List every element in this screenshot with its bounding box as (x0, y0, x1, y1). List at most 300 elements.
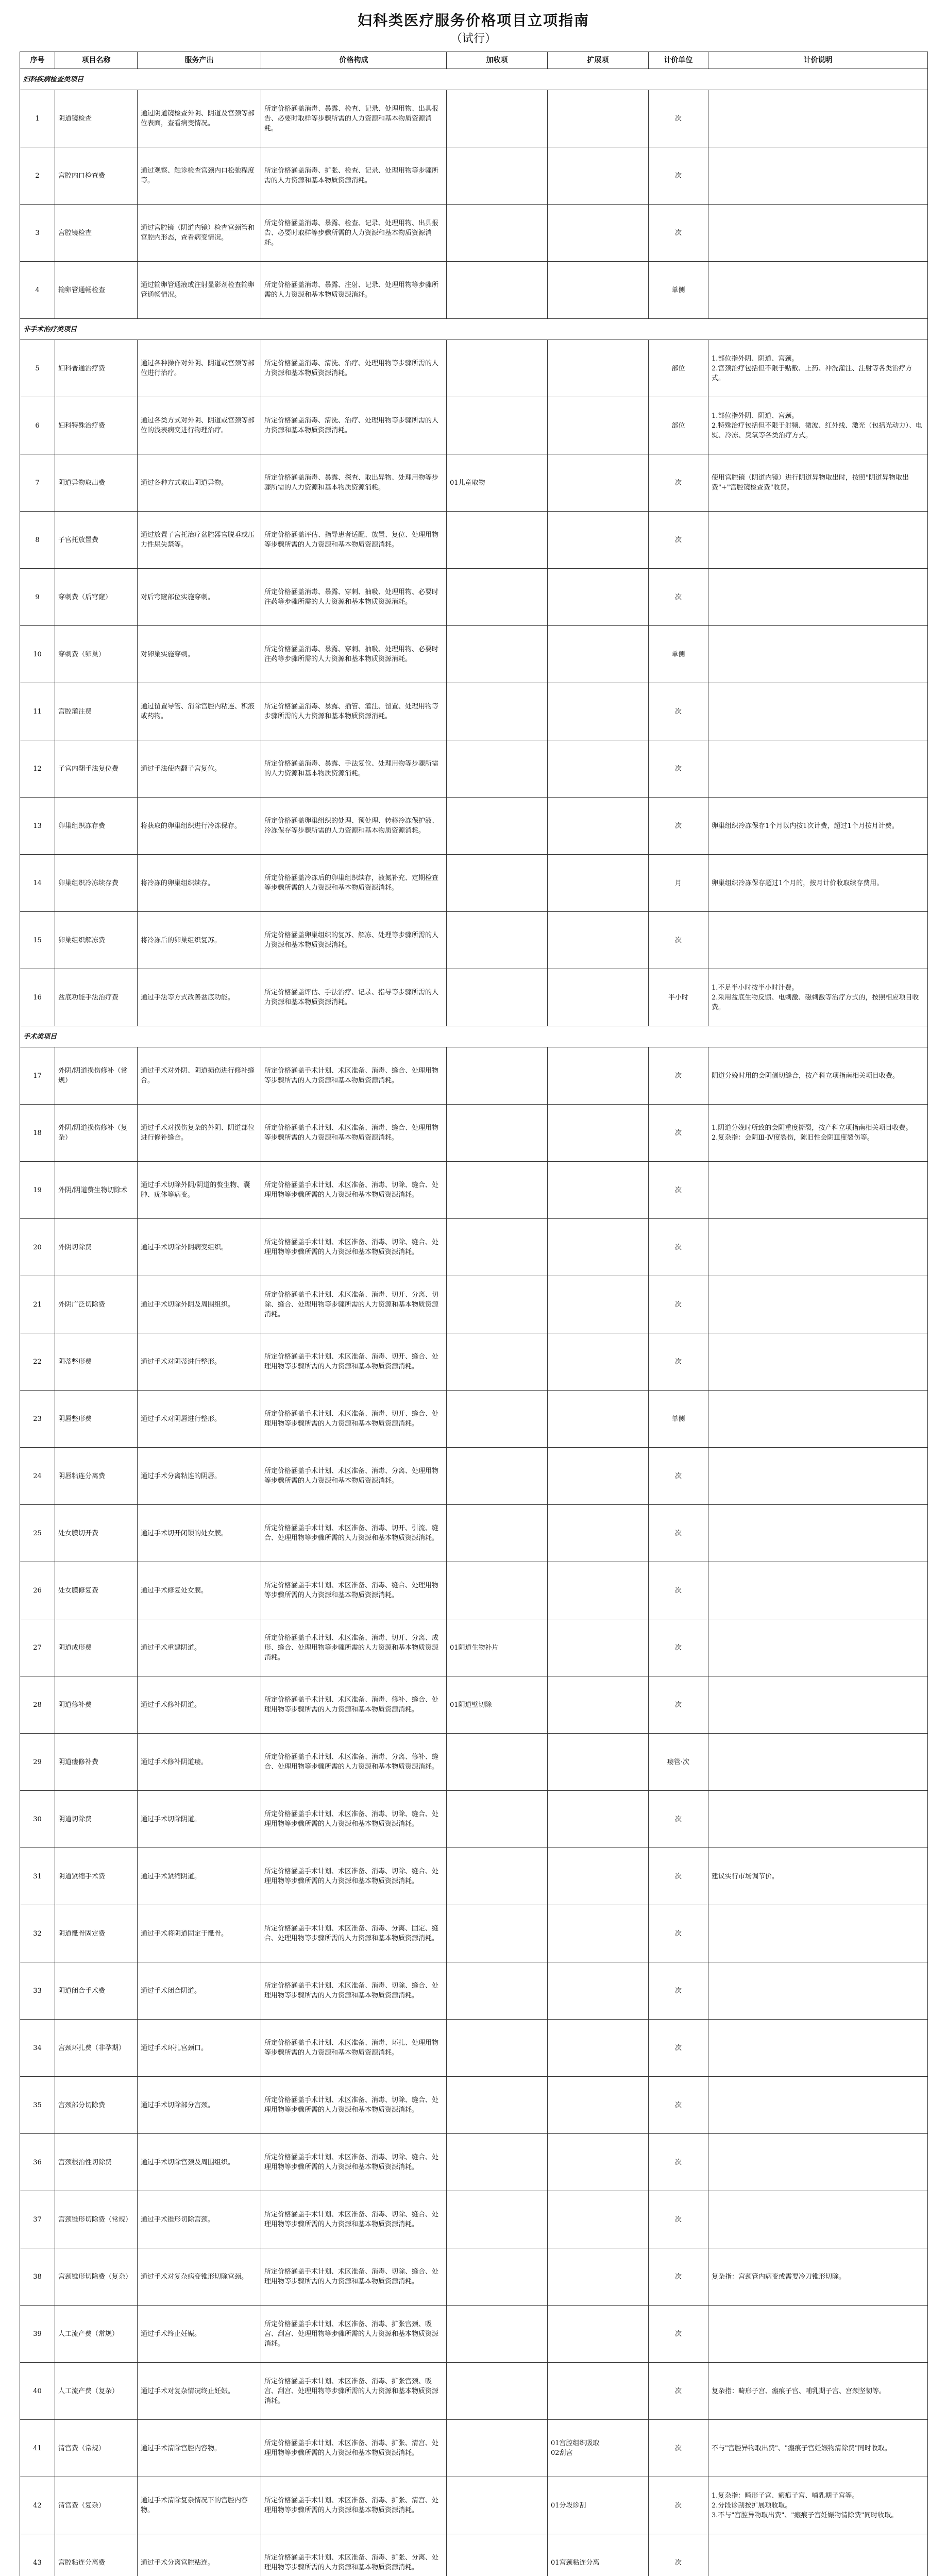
section-row (20, 319, 928, 340)
cell-extension (548, 569, 649, 626)
cell-unit: 次 (649, 205, 708, 262)
cell-name: 卵巢组织冷冻续存费 (55, 855, 138, 912)
table-row (20, 1505, 928, 1562)
cell-no: 36 (20, 2134, 55, 2191)
cell-extension (548, 512, 649, 569)
cell-unit: 单侧 (649, 626, 708, 683)
cell-no: 31 (20, 1848, 55, 1905)
table-row (20, 626, 928, 683)
cell-output: 通过手术对复杂病变锥形切除宫颈。 (138, 2248, 261, 2306)
cell-name: 外阴广泛切除费 (55, 1276, 138, 1333)
table-row (20, 855, 928, 912)
section-row (20, 1026, 928, 1047)
cell-extension (548, 2306, 649, 2363)
cell-price: 所定价格涵盖冷冻后的卵巢组织续存，液氮补充、定期检查等步骤所需的人力资源和基本物质资源消耗。 (261, 855, 447, 912)
cell-note (708, 1905, 928, 1962)
table-row (20, 2248, 928, 2306)
cell-note: 建议实行市场调节价。 (708, 1848, 928, 1905)
cell-price: 所定价格涵盖手术计划、术区准备、消毒、扩张宫颈、吸宫、刮宫、处理用物等步骤所需的人力资源和基本物质资源消耗。 (261, 2363, 447, 2420)
cell-output: 通过手术切除部分宫颈。 (138, 2077, 261, 2134)
cell-note: 卵巢组织冷冻保存超过1个月的，按月计价收取续存费用。 (708, 855, 928, 912)
table-header-row (20, 52, 928, 69)
cell-unit: 次 (649, 1219, 708, 1276)
cell-name: 宫颈根治性切除费 (55, 2134, 138, 2191)
table-row (20, 2420, 928, 2477)
cell-price: 所定价格涵盖手术计划、术区准备、消毒、环扎、处理用物等步骤所需的人力资源和基本物质资源消耗。 (261, 2020, 447, 2077)
cell-no: 33 (20, 1962, 55, 2020)
cell-surcharge (447, 1047, 548, 1105)
cell-name: 卵巢组织冻存费 (55, 798, 138, 855)
section-label: 手术类项目 (20, 1026, 928, 1047)
table-row (20, 454, 928, 512)
cell-surcharge (447, 1505, 548, 1562)
cell-name: 处女膜切开费 (55, 1505, 138, 1562)
cell-note (708, 740, 928, 798)
table-row (20, 147, 928, 205)
cell-price: 所定价格涵盖手术计划、术区准备、消毒、切除、缝合、处理用物等步骤所需的人力资源和基本物质资源消耗。 (261, 1219, 447, 1276)
document-subtitle: （试行） (450, 32, 496, 45)
cell-extension: 01宫颈粘连分离 (548, 2534, 649, 2576)
cell-no: 1 (20, 90, 55, 147)
cell-price: 所定价格涵盖手术计划、术区准备、消毒、切除、缝合、处理用物等步骤所需的人力资源和基本物质资源消耗。 (261, 2077, 447, 2134)
cell-unit: 次 (649, 740, 708, 798)
cell-note: 1.部位指外阴、阴道、宫颈。 2.宫颈治疗包括但不限于贴敷、上药、冲洗灌注、注射等各类治疗方式。 (708, 340, 928, 397)
cell-output: 通过手术重建阴道。 (138, 1619, 261, 1676)
cell-unit: 次 (649, 1505, 708, 1562)
cell-name: 阴道切除费 (55, 1791, 138, 1848)
cell-no: 17 (20, 1047, 55, 1105)
cell-note (708, 1505, 928, 1562)
cell-surcharge (447, 2477, 548, 2534)
cell-name: 宫颈锥形切除费（常规） (55, 2191, 138, 2248)
cell-unit: 次 (649, 798, 708, 855)
cell-surcharge (447, 1276, 548, 1333)
cell-output: 将冷冻的卵巢组织续存。 (138, 855, 261, 912)
cell-price: 所定价格涵盖手术计划、术区准备、消毒、分离、修补、缝合、处理用物等步骤所需的人力资源和基本物质资源消耗。 (261, 1734, 447, 1791)
cell-price: 所定价格涵盖消毒、暴露、检查、记录、处理用物、出具报告、必要时取样等步骤所需的人力资源和基本物质资源消耗。 (261, 205, 447, 262)
header-output: 服务产出 (138, 52, 261, 69)
cell-extension (548, 1105, 649, 1162)
table-row (20, 1791, 928, 1848)
cell-surcharge (447, 2248, 548, 2306)
cell-output: 通过手法使内翻子宫复位。 (138, 740, 261, 798)
table-row (20, 969, 928, 1026)
cell-surcharge (447, 1448, 548, 1505)
cell-extension (548, 147, 649, 205)
cell-no: 5 (20, 340, 55, 397)
cell-unit: 部位 (649, 397, 708, 454)
cell-price: 所定价格涵盖手术计划、术区准备、消毒、切除、缝合、处理用物等步骤所需的人力资源和基本物质资源消耗。 (261, 2191, 447, 2248)
cell-price: 所定价格涵盖消毒、清洗、治疗、处理用物等步骤所需的人力资源和基本物质资源消耗。 (261, 397, 447, 454)
cell-name: 清宫费（复杂） (55, 2477, 138, 2534)
cell-unit: 次 (649, 2534, 708, 2576)
cell-unit: 次 (649, 2020, 708, 2077)
cell-name: 人工流产费（复杂） (55, 2363, 138, 2420)
section-row (20, 69, 928, 90)
cell-unit: 次 (649, 1676, 708, 1734)
cell-price: 所定价格涵盖手术计划、术区准备、消毒、切开、分离、成形、缝合、处理用物等步骤所需的人力资源和基本物质资源消耗。 (261, 1619, 447, 1676)
cell-output: 通过手术切除外阴及周围组织。 (138, 1276, 261, 1333)
cell-extension (548, 1905, 649, 1962)
cell-output: 通过留置导管、消除宫腔内粘连、积液或药物。 (138, 683, 261, 740)
header-no: 序号 (20, 52, 55, 69)
cell-output: 通过手术切除宫颈及周围组织。 (138, 2134, 261, 2191)
table-row (20, 90, 928, 147)
cell-name: 清宫费（常规） (55, 2420, 138, 2477)
cell-unit: 次 (649, 569, 708, 626)
cell-name: 宫腔灌注费 (55, 683, 138, 740)
cell-name: 子宫内翻手法复位费 (55, 740, 138, 798)
cell-unit: 次 (649, 1619, 708, 1676)
table-row (20, 1734, 928, 1791)
cell-surcharge (447, 205, 548, 262)
cell-name: 外阴切除费 (55, 1219, 138, 1276)
cell-unit: 次 (649, 2191, 708, 2248)
cell-unit: 半小时 (649, 969, 708, 1026)
cell-output: 通过手术终止妊娠。 (138, 2306, 261, 2363)
cell-note (708, 1333, 928, 1391)
cell-no: 42 (20, 2477, 55, 2534)
cell-output: 通过各类方式对外阴、阴道或宫颈等部位的浅表病变进行物理治疗。 (138, 397, 261, 454)
cell-output: 将冷冻后的卵巢组织复苏。 (138, 912, 261, 969)
cell-output: 通过手术闭合阴道。 (138, 1962, 261, 2020)
cell-price: 所定价格涵盖手术计划、术区准备、消毒、切除、缝合、处理用物等步骤所需的人力资源和基本物质资源消耗。 (261, 1162, 447, 1219)
cell-note (708, 1619, 928, 1676)
cell-surcharge: 01阴道壁切除 (447, 1676, 548, 1734)
cell-name: 宫腔内口检查费 (55, 147, 138, 205)
cell-extension: 01分段诊刮 (548, 2477, 649, 2534)
cell-unit: 次 (649, 2134, 708, 2191)
cell-name: 处女膜修复费 (55, 1562, 138, 1619)
cell-name: 宫颈环扎费（非孕期） (55, 2020, 138, 2077)
cell-output: 通过放置子宫托治疗盆腔器官脱垂或压力性尿失禁等。 (138, 512, 261, 569)
cell-note (708, 512, 928, 569)
cell-surcharge (447, 1391, 548, 1448)
cell-name: 外阴/阴道损伤修补（复杂） (55, 1105, 138, 1162)
cell-no: 30 (20, 1791, 55, 1848)
table-row (20, 512, 928, 569)
cell-note: 1.不足半小时按半小时计费。 2.采用盆底生物反馈、电刺激、磁刺激等治疗方式的，按照相应项目收费。 (708, 969, 928, 1026)
cell-no: 37 (20, 2191, 55, 2248)
cell-surcharge (447, 262, 548, 319)
cell-unit: 次 (649, 1905, 708, 1962)
cell-no: 39 (20, 2306, 55, 2363)
cell-price: 所定价格涵盖卵巢组织的复苏、解冻、处理等步骤所需的人力资源和基本物质资源消耗。 (261, 912, 447, 969)
cell-name: 阴唇整形费 (55, 1391, 138, 1448)
cell-note (708, 1219, 928, 1276)
cell-note (708, 1962, 928, 2020)
cell-name: 阴道镜检查 (55, 90, 138, 147)
cell-name: 宫腔镜检查 (55, 205, 138, 262)
cell-output: 通过手术紧缩阴道。 (138, 1848, 261, 1905)
cell-price: 所定价格涵盖手术计划、术区准备、消毒、分离、处理用物等步骤所需的人力资源和基本物质资源消耗。 (261, 1448, 447, 1505)
cell-unit: 次 (649, 1848, 708, 1905)
cell-surcharge (447, 1105, 548, 1162)
cell-name: 外阴/阴道赘生物切除术 (55, 1162, 138, 1219)
cell-name: 阴道瘘修补费 (55, 1734, 138, 1791)
cell-name: 阴道异物取出费 (55, 454, 138, 512)
cell-output: 通过手术切除外阴病变组织。 (138, 1219, 261, 1276)
cell-price: 所定价格涵盖评估、手法治疗、记录、指导等步骤所需的人力资源和基本物质资源消耗。 (261, 969, 447, 1026)
section-label: 非手术治疗类项目 (20, 319, 928, 340)
table-row (20, 1619, 928, 1676)
cell-surcharge (447, 1791, 548, 1848)
table-body (20, 69, 928, 2576)
cell-unit: 次 (649, 2363, 708, 2420)
cell-note (708, 683, 928, 740)
table-row (20, 2134, 928, 2191)
cell-extension (548, 1276, 649, 1333)
cell-surcharge (447, 2420, 548, 2477)
cell-extension (548, 2134, 649, 2191)
cell-name: 妇科普通治疗费 (55, 340, 138, 397)
cell-price: 所定价格涵盖手术计划、术区准备、消毒、修补、缝合、处理用物等步骤所需的人力资源和基本物质资源消耗。 (261, 1676, 447, 1734)
header-extension: 扩展项 (548, 52, 649, 69)
cell-output: 通过手术对损伤复杂的外阴、阴道部位进行修补缝合。 (138, 1105, 261, 1162)
table-row (20, 1162, 928, 1219)
document-title: 妇科类医疗服务价格项目立项指南 (357, 12, 589, 29)
cell-extension (548, 1848, 649, 1905)
cell-extension (548, 1791, 649, 1848)
cell-name: 宫颈部分切除费 (55, 2077, 138, 2134)
cell-no: 18 (20, 1105, 55, 1162)
table-row (20, 1391, 928, 1448)
table-row (20, 2077, 928, 2134)
cell-price: 所定价格涵盖手术计划、术区准备、消毒、扩张、清宫、处理用物等步骤所需的人力资源和基本物质资源消耗。 (261, 2477, 447, 2534)
cell-no: 43 (20, 2534, 55, 2576)
cell-note (708, 1391, 928, 1448)
table-row (20, 798, 928, 855)
cell-note (708, 205, 928, 262)
cell-note (708, 1791, 928, 1848)
cell-unit: 次 (649, 2420, 708, 2477)
cell-surcharge (447, 798, 548, 855)
cell-surcharge (447, 340, 548, 397)
cell-price: 所定价格涵盖手术计划、术区准备、消毒、缝合、处理用物等步骤所需的人力资源和基本物质资源消耗。 (261, 1105, 447, 1162)
cell-no: 24 (20, 1448, 55, 1505)
cell-price: 所定价格涵盖消毒、清洗、治疗、处理用物等步骤所需的人力资源和基本物质资源消耗。 (261, 340, 447, 397)
cell-name: 卵巢组织解冻费 (55, 912, 138, 969)
cell-name: 穿刺费（卵巢） (55, 626, 138, 683)
cell-output: 对卵巢实施穿刺。 (138, 626, 261, 683)
cell-price: 所定价格涵盖消毒、暴露、手法复位、处理用物等步骤所需的人力资源和基本物质资源消耗。 (261, 740, 447, 798)
cell-price: 所定价格涵盖评估、指导患者适配、放置、复位、处理用物等步骤所需的人力资源和基本物质资源消耗。 (261, 512, 447, 569)
cell-unit: 次 (649, 1276, 708, 1333)
cell-note (708, 1276, 928, 1333)
cell-no: 16 (20, 969, 55, 1026)
cell-note: 阴道分娩时用的会阴侧切缝合，按产科立项指南相关项目收费。 (708, 1047, 928, 1105)
table-row (20, 683, 928, 740)
table-row (20, 1105, 928, 1162)
cell-extension (548, 454, 649, 512)
cell-output: 通过手术对阴唇进行整形。 (138, 1391, 261, 1448)
cell-output: 通过手术清除复杂情况下的宫腔内容物。 (138, 2477, 261, 2534)
cell-no: 6 (20, 397, 55, 454)
cell-no: 22 (20, 1333, 55, 1391)
cell-unit: 次 (649, 1162, 708, 1219)
cell-price: 所定价格涵盖手术计划、术区准备、消毒、切开、引流、缝合、处理用物等步骤所需的人力资源和基本物质资源消耗。 (261, 1505, 447, 1562)
table-row (20, 1448, 928, 1505)
cell-extension (548, 2077, 649, 2134)
table-row (20, 1562, 928, 1619)
cell-no: 4 (20, 262, 55, 319)
cell-unit: 次 (649, 512, 708, 569)
cell-price: 所定价格涵盖消毒、暴露、穿刺、抽吸、处理用物、必要时注药等步骤所需的人力资源和基本物质资源消耗。 (261, 569, 447, 626)
table-row (20, 1333, 928, 1391)
cell-name: 阴道修补费 (55, 1676, 138, 1734)
cell-surcharge (447, 397, 548, 454)
cell-no: 23 (20, 1391, 55, 1448)
cell-name: 阴道骶骨固定费 (55, 1905, 138, 1962)
cell-output: 对后穹窿部位实施穿刺。 (138, 569, 261, 626)
cell-note: 复杂指：宫颈管内病变或需要冷刀锥形切除。 (708, 2248, 928, 2306)
cell-unit: 月 (649, 855, 708, 912)
cell-extension (548, 1505, 649, 1562)
table-row (20, 205, 928, 262)
cell-surcharge (447, 969, 548, 1026)
cell-output: 通过手术修补阴道瘘。 (138, 1734, 261, 1791)
cell-output: 通过手术分离宫腔粘连。 (138, 2534, 261, 2576)
cell-name: 阴道紧缩手术费 (55, 1848, 138, 1905)
cell-output: 通过手术对复杂情况终止妊娠。 (138, 2363, 261, 2420)
cell-output: 通过手术分离粘连的阴唇。 (138, 1448, 261, 1505)
cell-extension (548, 1676, 649, 1734)
cell-no: 7 (20, 454, 55, 512)
cell-name: 阴道闭合手术费 (55, 1962, 138, 2020)
cell-unit: 次 (649, 2077, 708, 2134)
cell-name: 宫颈锥形切除费（复杂） (55, 2248, 138, 2306)
cell-extension (548, 2248, 649, 2306)
cell-output: 通过手术切除阴道。 (138, 1791, 261, 1848)
cell-no: 19 (20, 1162, 55, 1219)
cell-extension (548, 340, 649, 397)
cell-extension (548, 626, 649, 683)
cell-extension (548, 1962, 649, 2020)
cell-no: 38 (20, 2248, 55, 2306)
cell-unit: 次 (649, 683, 708, 740)
cell-price: 所定价格涵盖消毒、暴露、检查、记录、处理用物、出具报告、必要时取样等步骤所需的人力资源和基本物质资源消耗。 (261, 90, 447, 147)
cell-surcharge (447, 2020, 548, 2077)
cell-no: 40 (20, 2363, 55, 2420)
cell-surcharge (447, 912, 548, 969)
cell-no: 26 (20, 1562, 55, 1619)
cell-extension (548, 1219, 649, 1276)
cell-output: 通过观察、触诊检查宫颈内口松弛程度等。 (138, 147, 261, 205)
cell-output: 通过输卵管通液或注射显影剂检查输卵管通畅情况。 (138, 262, 261, 319)
cell-name: 阴唇粘连分离费 (55, 1448, 138, 1505)
cell-no: 9 (20, 569, 55, 626)
cell-name: 阴蒂整形费 (55, 1333, 138, 1391)
cell-surcharge: 01阴道生物补片 (447, 1619, 548, 1676)
cell-price: 所定价格涵盖手术计划、术区准备、消毒、扩张、清宫、处理用物等步骤所需的人力资源和基本物质资源消耗。 (261, 2420, 447, 2477)
cell-no: 41 (20, 2420, 55, 2477)
cell-note (708, 1448, 928, 1505)
cell-extension: 01宫腔组织吸取 02刮宫 (548, 2420, 649, 2477)
cell-note: 不与"宫腔异物取出费"、"瘢痕子宫妊娠物清除费"同时收取。 (708, 2420, 928, 2477)
cell-unit: 单侧 (649, 1391, 708, 1448)
cell-note (708, 2134, 928, 2191)
cell-note (708, 2191, 928, 2248)
cell-no: 27 (20, 1619, 55, 1676)
cell-surcharge (447, 683, 548, 740)
cell-price: 所定价格涵盖手术计划、术区准备、消毒、切除、缝合、处理用物等步骤所需的人力资源和基本物质资源消耗。 (261, 2134, 447, 2191)
table-row (20, 1219, 928, 1276)
cell-note (708, 90, 928, 147)
cell-price: 所定价格涵盖消毒、扩张、检查、记录、处理用物等步骤所需的人力资源和基本物质资源消耗。 (261, 147, 447, 205)
cell-no: 3 (20, 205, 55, 262)
cell-extension (548, 1047, 649, 1105)
cell-note: 复杂指：畸形子宫、瘢痕子宫、哺乳期子宫、宫颈坚韧等。 (708, 2363, 928, 2420)
cell-note: 1.部位指外阴、阴道、宫颈。 2.特殊治疗包括但不限于射频、微波、红外线、激光（包括光动力）、电熨、冷冻、臭氧等各类治疗方式。 (708, 397, 928, 454)
cell-output: 通过手术将阴道固定于骶骨。 (138, 1905, 261, 1962)
table-row (20, 2363, 928, 2420)
cell-note: 使用宫腔镜（阴道内镜）进行阴道异物取出时，按照"阴道异物取出费"+"宫腔镜检查费"收费。 (708, 454, 928, 512)
cell-unit: 次 (649, 147, 708, 205)
cell-extension (548, 397, 649, 454)
cell-output: 通过各种方式取出阴道异物。 (138, 454, 261, 512)
cell-surcharge (447, 569, 548, 626)
cell-name: 阴道成形费 (55, 1619, 138, 1676)
cell-price: 所定价格涵盖手术计划、术区准备、消毒、切开、缝合、处理用物等步骤所需的人力资源和基本物质资源消耗。 (261, 1391, 447, 1448)
cell-price: 所定价格涵盖消毒、暴露、穿刺、抽吸、处理用物、必要时注药等步骤所需的人力资源和基本物质资源消耗。 (261, 626, 447, 683)
cell-no: 20 (20, 1219, 55, 1276)
cell-unit: 次 (649, 1562, 708, 1619)
cell-note (708, 569, 928, 626)
cell-price: 所定价格涵盖手术计划、术区准备、消毒、缝合、处理用物等步骤所需的人力资源和基本物质资源消耗。 (261, 1562, 447, 1619)
cell-output: 通过手术修复处女膜。 (138, 1562, 261, 1619)
cell-no: 12 (20, 740, 55, 798)
cell-note (708, 147, 928, 205)
cell-extension (548, 855, 649, 912)
cell-name: 盆底功能手法治疗费 (55, 969, 138, 1026)
cell-output: 通过手术修补阴道。 (138, 1676, 261, 1734)
header-unit: 计价单位 (649, 52, 708, 69)
cell-note (708, 912, 928, 969)
cell-output: 通过手法等方式改善盆底功能。 (138, 969, 261, 1026)
cell-surcharge (447, 90, 548, 147)
cell-unit: 次 (649, 1333, 708, 1391)
cell-unit: 部位 (649, 340, 708, 397)
cell-output: 通过宫腔镜（阴道内镜）检查宫颈管和宫腔内形态，查看病变情况。 (138, 205, 261, 262)
cell-surcharge (447, 1905, 548, 1962)
cell-extension (548, 2363, 649, 2420)
cell-unit: 单侧 (649, 262, 708, 319)
cell-extension (548, 798, 649, 855)
cell-price: 所定价格涵盖手术计划、术区准备、消毒、切除、缝合、处理用物等步骤所需的人力资源和基本物质资源消耗。 (261, 1848, 447, 1905)
cell-price: 所定价格涵盖消毒、暴露、插管、灌注、留置、处理用物等步骤所需的人力资源和基本物质资源消耗。 (261, 683, 447, 740)
cell-extension (548, 1162, 649, 1219)
cell-name: 输卵管通畅检查 (55, 262, 138, 319)
cell-no: 2 (20, 147, 55, 205)
cell-price: 所定价格涵盖手术计划、术区准备、消毒、切开、缝合、处理用物等步骤所需的人力资源和基本物质资源消耗。 (261, 1333, 447, 1391)
cell-extension (548, 1562, 649, 1619)
cell-surcharge (447, 147, 548, 205)
cell-output: 通过手术对外阴、阴道损伤进行修补缝合。 (138, 1047, 261, 1105)
cell-no: 8 (20, 512, 55, 569)
cell-no: 35 (20, 2077, 55, 2134)
table-row (20, 2191, 928, 2248)
cell-surcharge (447, 1162, 548, 1219)
table-row (20, 912, 928, 969)
cell-unit: 瘘管·次 (649, 1734, 708, 1791)
cell-price: 所定价格涵盖手术计划、术区准备、消毒、切除、缝合、处理用物等步骤所需的人力资源和基本物质资源消耗。 (261, 2248, 447, 2306)
cell-unit: 次 (649, 90, 708, 147)
cell-name: 穿刺费（后穹窿） (55, 569, 138, 626)
cell-note (708, 1676, 928, 1734)
cell-extension (548, 1333, 649, 1391)
cell-price: 所定价格涵盖手术计划、术区准备、消毒、切除、缝合、处理用物等步骤所需的人力资源和基本物质资源消耗。 (261, 1962, 447, 2020)
cell-unit: 次 (649, 2306, 708, 2363)
